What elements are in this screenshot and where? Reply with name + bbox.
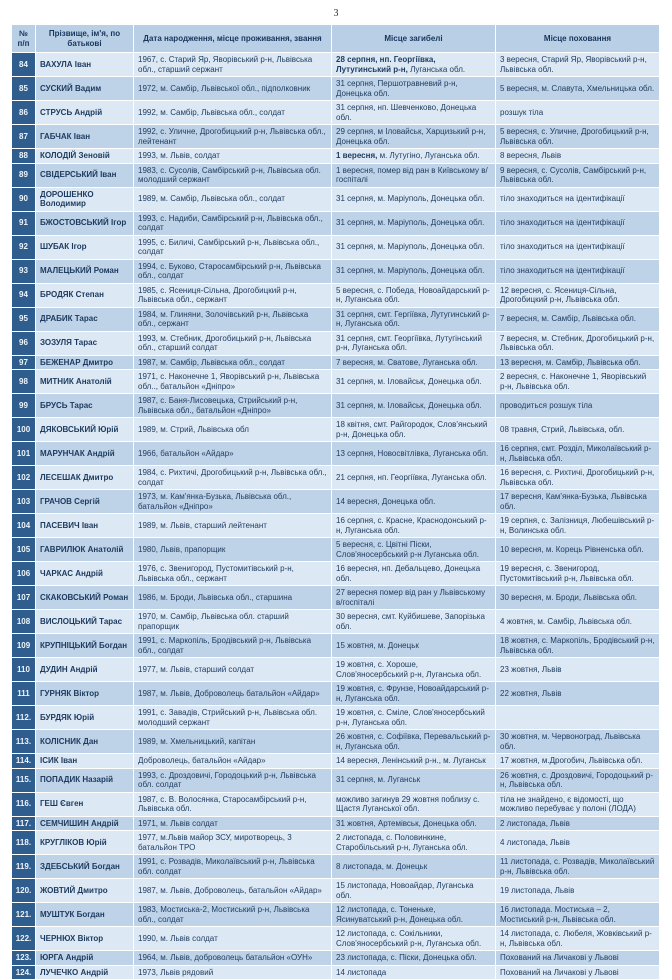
death-place-cell: 2 листопада, с. Половинкине, Старобільський р-н, Луганська обл.	[332, 831, 496, 855]
birth-residence-rank-cell: 1995, с. Биличі, Самбірський р-н, Львівська обл., солдат	[134, 236, 332, 260]
person-name-cell: ЗОЗУЛЯ Тарас	[36, 332, 134, 356]
burial-place-cell: 17 вересня, Кам'янка-Бузька, Львівська обл.	[496, 490, 660, 514]
table-row	[12, 418, 660, 442]
table-row	[12, 706, 660, 730]
person-name-cell: ГАБЧАК Іван	[36, 125, 134, 149]
table-row	[12, 817, 660, 832]
birth-residence-rank-cell: 1989, м. Самбір, Львівська обл., солдат	[134, 188, 332, 212]
burial-place-cell: 7 вересня, м. Стебник, Дрогобицький р-н, Львівська обл.	[496, 332, 660, 356]
burial-place-cell: 8 вересня, Львів	[496, 149, 660, 164]
death-place-cell: 31 серпня, смт. Гергіївка, Лутугинський р-н, Луганська обл.	[332, 308, 496, 332]
person-name-cell: ЛУЧЕЧКО Андрій	[36, 966, 134, 980]
death-place-cell: 31 серпня, Першотравневий р-н, Донецька обл.	[332, 77, 496, 101]
row-number-cell: 87	[12, 125, 36, 149]
death-place-cell: 19 жовтня, с. Хороше, Слов'яносербський р-н, Луганська обл.	[332, 658, 496, 682]
col-header-burial-place: Місце поховання	[496, 24, 660, 53]
birth-residence-rank-cell: 1986, м. Броди, Львівська обл., старшина	[134, 586, 332, 610]
burial-place-cell: 5 вересня, с. Уличне, Дрогобицький р-н, Львівська обл.	[496, 125, 660, 149]
death-place-cell: 1 вересня, м. Лутугіно, Луганська обл.	[332, 149, 496, 164]
person-name-cell: МАЛЕЦЬКИЙ Роман	[36, 260, 134, 284]
birth-residence-rank-cell: 1987, с. В. Волосянка, Старосамбірський р-н, Львівська обл.	[134, 793, 332, 817]
person-name-cell: КРУПНІЦЬКИЙ Богдан	[36, 634, 134, 658]
burial-place-cell: проводиться розшук тіла	[496, 394, 660, 418]
table-row	[12, 236, 660, 260]
person-name-cell: ГЕШ Євген	[36, 793, 134, 817]
birth-residence-rank-cell: 1993, м. Стебник, Дрогобицький р-н, Львівська обл., старший солдат	[134, 332, 332, 356]
death-place-cell: 12 листопада, с. Тоненьке, Ясинуватський р-н, Донецька обл.	[332, 903, 496, 927]
person-name-cell: СЕМЧИШИН Андрій	[36, 817, 134, 832]
row-number-cell: 114.	[12, 754, 36, 769]
row-number-cell: 90	[12, 188, 36, 212]
burial-place-cell: 18 жовтня, с. Маркопіль, Бродівський р-н, Львівська обл.	[496, 634, 660, 658]
death-place-cell: 31 жовтня, Артемівськ, Донецька обл.	[332, 817, 496, 832]
birth-residence-rank-cell: 1983, с. Сусолів, Самбірський р-н, Львівська обл. молодший сержант	[134, 164, 332, 188]
person-name-cell: МУШТУК Богдан	[36, 903, 134, 927]
death-place-cell: 14 вересня, Ленінський р-н., м. Луганськ	[332, 754, 496, 769]
burial-place-cell: Похований на Личакові у Львові	[496, 966, 660, 980]
birth-residence-rank-cell: 1991, с. Розвадів, Миколаївський р-н, Львівська обл. солдат	[134, 855, 332, 879]
death-place-cell: 23 листопада, с. Піски, Донецька обл.	[332, 951, 496, 966]
death-place-cell: можливо загинув 29 жовтня поблизу с. Щастя Луганської обл.	[332, 793, 496, 817]
death-place-cell: 31 серпня, м. Луганськ	[332, 769, 496, 793]
birth-residence-rank-cell: 1990, м. Львів солдат	[134, 927, 332, 951]
table-row	[12, 586, 660, 610]
person-name-cell: ПОПАДИК Назарій	[36, 769, 134, 793]
row-number-cell: 115.	[12, 769, 36, 793]
table-row	[12, 188, 660, 212]
table-row	[12, 562, 660, 586]
person-name-cell: БЕЖЕНАР Дмитро	[36, 356, 134, 371]
birth-residence-rank-cell: 1971, м. Львів солдат	[134, 817, 332, 832]
table-row	[12, 101, 660, 125]
person-name-cell: КОЛІСНИК Дан	[36, 730, 134, 754]
burial-place-cell: 5 вересня, м. Славута, Хмельницька обл.	[496, 77, 660, 101]
table-row	[12, 658, 660, 682]
row-number-cell: 91	[12, 212, 36, 236]
death-place-cell: 26 жовтня, с. Софіївка, Перевальський р-н, Луганська обл.	[332, 730, 496, 754]
birth-residence-rank-cell: 1966, батальйон «Айдар»	[134, 442, 332, 466]
birth-residence-rank-cell: 1976, с. Звенигород, Пустомитівський р-н, Львівська обл., сержант	[134, 562, 332, 586]
person-name-cell: ЛЕСЕШАК Дмитро	[36, 466, 134, 490]
death-place-cell: 31 серпня, м. Маріуполь, Донецька обл.	[332, 212, 496, 236]
table-row	[12, 77, 660, 101]
birth-residence-rank-cell: 1972, м. Самбір, Львівської обл., підполковник	[134, 77, 332, 101]
person-name-cell: ЮРГА Андрій	[36, 951, 134, 966]
death-place-cell: 15 листопада, Новоайдар, Луганська обл.	[332, 879, 496, 903]
row-number-cell: 100	[12, 418, 36, 442]
row-number-cell: 86	[12, 101, 36, 125]
row-number-cell: 95	[12, 308, 36, 332]
table-row	[12, 260, 660, 284]
col-header-name: Прізвище, ім'я, по батькові	[36, 24, 134, 53]
birth-residence-rank-cell: 1984, м. Глиняни, Золочівський р-н, Львівська обл., сержант	[134, 308, 332, 332]
row-number-cell: 120.	[12, 879, 36, 903]
col-header-number: № п/п	[12, 24, 36, 53]
person-name-cell: ПАСЕВИЧ Іван	[36, 514, 134, 538]
burial-place-cell: 7 вересня, м. Самбір, Львівська обл.	[496, 308, 660, 332]
table-row	[12, 466, 660, 490]
person-name-cell: ДРАБИК Тарас	[36, 308, 134, 332]
row-number-cell: 124.	[12, 966, 36, 980]
death-place-cell: 5 вересня, с. Цвітні Піски, Слов'яносербський р-н Луганська обл.	[332, 538, 496, 562]
table-body	[12, 53, 660, 980]
person-name-cell: ВАХУЛА Іван	[36, 53, 134, 77]
row-number-cell: 123.	[12, 951, 36, 966]
birth-residence-rank-cell: 1985, с. Ясениця-Сільна, Дрогобицкий р-н, Львівська обл., сержант	[134, 284, 332, 308]
burial-place-cell: 14 листопада, с. Любеля, Жовківський р-н, Львівська обл.	[496, 927, 660, 951]
burial-place-cell: 30 вересня, м. Броди, Львівська обл.	[496, 586, 660, 610]
death-place-cell: 31 серпня, м. Маріуполь, Донецька обл.	[332, 260, 496, 284]
death-place-cell: 21 серпня, нп. Георгіївка, Луганська обл.	[332, 466, 496, 490]
person-name-cell: СВІДЕРСЬКИЙ Іван	[36, 164, 134, 188]
birth-residence-rank-cell: 1991, с. Маркопіль, Бродівський р-н, Львівська обл., солдат	[134, 634, 332, 658]
death-place-cell: 14 листопада	[332, 966, 496, 980]
death-place-cell: 28 серпня, нп. Георгіївка, Лутугинський р-н, Луганська обл.	[332, 53, 496, 77]
row-number-cell: 112.	[12, 706, 36, 730]
row-number-cell: 119.	[12, 855, 36, 879]
person-name-cell: ДУДИН Андрій	[36, 658, 134, 682]
birth-residence-rank-cell: 1973, м. Кам'янка-Бузька, Львівська обл., батальйон «Дніпро»	[134, 490, 332, 514]
death-place-cell: 14 вересня, Донецька обл.	[332, 490, 496, 514]
row-number-cell: 110	[12, 658, 36, 682]
row-number-cell: 105	[12, 538, 36, 562]
table-row	[12, 370, 660, 394]
burial-place-cell: 4 листопада, Львів	[496, 831, 660, 855]
person-name-cell: КРУГЛІКОВ Юрій	[36, 831, 134, 855]
person-name-cell: КОЛОДІЙ Зеновій	[36, 149, 134, 164]
burial-place-cell: 16 вересня, с. Рихтичі, Дрогобицький р-н, Львівська обл.	[496, 466, 660, 490]
burial-place-cell: 3 вересня, Старий Яр, Яворівський р-н, Львівська обл.	[496, 53, 660, 77]
death-place-cell: 16 серпня, с. Красне, Краснодонський р-н, Луганська обл.	[332, 514, 496, 538]
birth-residence-rank-cell: 1992, с. Уличне, Дрогобицький р-н, Львівська обл., лейтенант	[134, 125, 332, 149]
death-place-cell: 30 вересня, смт. Куйбишеве, Запорізька обл.	[332, 610, 496, 634]
table-row	[12, 793, 660, 817]
table-row	[12, 332, 660, 356]
death-place-cell: 1 вересня, помер від ран в Київському в/госпіталі	[332, 164, 496, 188]
table-row	[12, 164, 660, 188]
burial-place-cell: 4 жовтня, м. Самбір, Львівська обл.	[496, 610, 660, 634]
death-place-cell: 31 серпня, м. Іловайськ, Донецька обл.	[332, 394, 496, 418]
birth-residence-rank-cell: 1980, Львів, прапорщик	[134, 538, 332, 562]
row-number-cell: 102	[12, 466, 36, 490]
row-number-cell: 113.	[12, 730, 36, 754]
birth-residence-rank-cell: 1977, м.Львів майор ЗСУ, миротворець, 3 батальйон ТРО	[134, 831, 332, 855]
burial-place-cell: 17 жовтня, м.Дрогобич, Львівська обл.	[496, 754, 660, 769]
row-number-cell: 117.	[12, 817, 36, 832]
person-name-cell: СКАКОВСЬКИЙ Роман	[36, 586, 134, 610]
person-name-cell: ГРАЧОВ Сергій	[36, 490, 134, 514]
death-place-cell: 31 серпня, нп. Шевченково, Донецька обл.	[332, 101, 496, 125]
burial-place-cell: тіло знаходиться на ідентифікації	[496, 236, 660, 260]
table-row	[12, 125, 660, 149]
burial-place-cell: 16 серпня, смт. Розділ, Миколаївський р-н, Львівська обл.	[496, 442, 660, 466]
person-name-cell: СУСКИЙ Вадим	[36, 77, 134, 101]
burial-place-cell	[496, 706, 660, 730]
row-number-cell: 85	[12, 77, 36, 101]
table-row	[12, 927, 660, 951]
burial-place-cell: 9 вересня, с. Сусолів, Самбірський р-н, Львівська обл.	[496, 164, 660, 188]
row-number-cell: 96	[12, 332, 36, 356]
table-row	[12, 356, 660, 371]
burial-place-cell: 12 вересня, с. Ясениця-Сільна, Дрогобицкий р-н, Львівська обл.	[496, 284, 660, 308]
person-name-cell: ГУРНЯК Віктор	[36, 682, 134, 706]
row-number-cell: 101	[12, 442, 36, 466]
table-row	[12, 831, 660, 855]
birth-residence-rank-cell: 1992, м. Самбір, Львівська обл., солдат	[134, 101, 332, 125]
death-place-cell: 18 квітня, смт. Райгородок, Слов'янський р-н, Донецька обл.	[332, 418, 496, 442]
table-row	[12, 308, 660, 332]
birth-residence-rank-cell: Доброволець, батальйон «Айдар»	[134, 754, 332, 769]
table-row	[12, 490, 660, 514]
person-name-cell: ЧАРКАС Андрій	[36, 562, 134, 586]
row-number-cell: 106	[12, 562, 36, 586]
birth-residence-rank-cell: 1984, с. Рихтичі, Дрогобицький р-н, Львівська обл., солдат	[134, 466, 332, 490]
birth-residence-rank-cell: 1987, м. Самбір, Львівська обл., солдат	[134, 356, 332, 371]
table-row	[12, 53, 660, 77]
burial-place-cell: 13 вересня, м. Самбір, Львівська обл.	[496, 356, 660, 371]
burial-place-cell: тіло знаходиться на ідентифікації	[496, 212, 660, 236]
col-header-death-place: Місце загибелі	[332, 24, 496, 53]
birth-residence-rank-cell: 1989, м. Хмельницький, капітан	[134, 730, 332, 754]
person-name-cell: ШУБАК Ігор	[36, 236, 134, 260]
person-name-cell: ДОРОШЕНКО Володимир	[36, 188, 134, 212]
birth-residence-rank-cell: 1987, м. Львів, Доброволець батальйон «Айдар»	[134, 682, 332, 706]
birth-residence-rank-cell: 1970, м. Самбір, Львівська обл. старший прапорщик	[134, 610, 332, 634]
table-row	[12, 730, 660, 754]
person-name-cell: БРУСЬ Тарас	[36, 394, 134, 418]
row-number-cell: 121.	[12, 903, 36, 927]
table-row	[12, 879, 660, 903]
death-place-cell: 19 жовтня, с. Фрунзе, Новоайдарський р-н, Луганська обл.	[332, 682, 496, 706]
burial-place-cell: 19 серпня, с. Залізниця, Любешівський р-н, Волинська обл.	[496, 514, 660, 538]
casualties-table	[12, 24, 660, 980]
row-number-cell: 107	[12, 586, 36, 610]
death-place-cell: 13 серпня, Новосвітлівка, Луганська обл.	[332, 442, 496, 466]
death-place-cell: 7 вересня, м. Сватове, Луганська обл.	[332, 356, 496, 371]
row-number-cell: 84	[12, 53, 36, 77]
birth-residence-rank-cell: 1994, с. Буково, Старосамбірський р-н, Львівська обл., солдат	[134, 260, 332, 284]
row-number-cell: 93	[12, 260, 36, 284]
table-row	[12, 284, 660, 308]
person-name-cell: ВИСЛОЦЬКИЙ Тарас	[36, 610, 134, 634]
burial-place-cell: тіло знаходиться на ідентифікації	[496, 260, 660, 284]
table-row	[12, 754, 660, 769]
row-number-cell: 99	[12, 394, 36, 418]
row-number-cell: 88	[12, 149, 36, 164]
birth-residence-rank-cell: 1987, с. Баня-Лисовецька, Стрийський р-н, Львівська обл., батальйон «Дніпро»	[134, 394, 332, 418]
person-name-cell: СТРУСЬ Андрій	[36, 101, 134, 125]
death-place-cell: 29 серпня, м Іловайськ, Харцизький р-н, Донецька обл.	[332, 125, 496, 149]
table-row	[12, 855, 660, 879]
row-number-cell: 103	[12, 490, 36, 514]
person-name-cell: ЧЕРНЮХ Віктор	[36, 927, 134, 951]
person-name-cell: ЗДЕБСЬКИЙ Богдан	[36, 855, 134, 879]
burial-place-cell: 26 жовтня, с. Дроздовичі, Городоцький р-н, Львівська обл.	[496, 769, 660, 793]
person-name-cell: МИТНИК Анатолій	[36, 370, 134, 394]
burial-place-cell: 22 жовтня, Львів	[496, 682, 660, 706]
birth-residence-rank-cell: 1973, Львів рядовий	[134, 966, 332, 980]
table-row	[12, 442, 660, 466]
person-name-cell: ГАВРИЛЮК Анатолій	[36, 538, 134, 562]
col-header-birth: Дата народження, місце проживання, звання	[134, 24, 332, 53]
birth-residence-rank-cell: 1987, м. Львів, Доброволець, батальйон «Айдар»	[134, 879, 332, 903]
row-number-cell: 97	[12, 356, 36, 371]
table-row	[12, 903, 660, 927]
row-number-cell: 111	[12, 682, 36, 706]
birth-residence-rank-cell: 1971, с. Наконечне 1, Яворівський р-н, Львівська обл.., батальйон «Дніпро»	[134, 370, 332, 394]
birth-residence-rank-cell: 1991, с. Завадів, Стрийський р-н, Львівська обл. молодший сержант	[134, 706, 332, 730]
death-place-cell: 16 вересня, нп. Дебальцево, Донецька обл.	[332, 562, 496, 586]
death-place-cell: 5 вересня, с. Победа, Новоайдарський р-н, Луганська обл.	[332, 284, 496, 308]
death-place-bold-text: 1 вересня,	[336, 151, 377, 160]
row-number-cell: 89	[12, 164, 36, 188]
burial-place-cell: 2 листопада, Львів	[496, 817, 660, 832]
page-number: 3	[12, 8, 660, 19]
burial-place-cell: 19 вересня, с. Звенигород, Пустомитівський р-н, Львівська обл.	[496, 562, 660, 586]
birth-residence-rank-cell: 1989, м. Львів, старший лейтенант	[134, 514, 332, 538]
burial-place-cell: 10 вересня, м. Корець Рівненська обл.	[496, 538, 660, 562]
burial-place-cell: 11 листопада, с. Розвадів, Миколаївський р-н, Львівська обл.	[496, 855, 660, 879]
burial-place-cell: 2 вересня, с. Наконечне 1, Яворівський р-н, Львівська обл.	[496, 370, 660, 394]
row-number-cell: 118.	[12, 831, 36, 855]
burial-place-cell: розшук тіла	[496, 101, 660, 125]
table-row	[12, 682, 660, 706]
birth-residence-rank-cell: 1977, м. Львів, старший солдат	[134, 658, 332, 682]
row-number-cell: 92	[12, 236, 36, 260]
table-row	[12, 769, 660, 793]
table-row	[12, 212, 660, 236]
burial-place-cell: тіло знаходиться на ідентифікації	[496, 188, 660, 212]
table-row	[12, 966, 660, 980]
person-name-cell: БРОДЯК Степан	[36, 284, 134, 308]
table-row	[12, 149, 660, 164]
death-place-cell: 8 листопада, м. Донецьк	[332, 855, 496, 879]
birth-residence-rank-cell: 1993, с. Надиби, Самбірський р-н, Львівська обл., солдат	[134, 212, 332, 236]
table-row	[12, 394, 660, 418]
birth-residence-rank-cell: 1983, Мостиська-2, Мостиський р-н, Львівська обл., солдат	[134, 903, 332, 927]
death-place-cell: 31 серпня, смт. Георгіївка, Лутугінський р-н, Луганська обл.	[332, 332, 496, 356]
burial-place-cell: 23 жовтня, Львів	[496, 658, 660, 682]
row-number-cell: 109	[12, 634, 36, 658]
death-place-cell: 19 жовтня, с. Сміле, Слов'яносербський р-н, Луганська обл.	[332, 706, 496, 730]
row-number-cell: 108	[12, 610, 36, 634]
person-name-cell: БЖОСТОВСЬКИЙ Ігор	[36, 212, 134, 236]
burial-place-cell: 30 жовтня, м. Червоноград, Львівська обл.	[496, 730, 660, 754]
death-place-cell: 27 вересня помер від ран у Львівському в/госпіталі	[332, 586, 496, 610]
birth-residence-rank-cell: 1964, м. Львів, доброволець батальйон «ОУН»	[134, 951, 332, 966]
death-place-cell: 12 листопада, с. Сокільники, Слов'яносербський р-н, Луганська обл.	[332, 927, 496, 951]
table-header-row	[12, 24, 660, 53]
burial-place-cell: 16 листопада. Мостиська – 2, Мостиський р-н, Львівська обл.	[496, 903, 660, 927]
table-row	[12, 538, 660, 562]
death-place-cell: 31 серпня, м. Маріуполь, Донецька обл.	[332, 188, 496, 212]
burial-place-cell: Похований на Личакові у Львові	[496, 951, 660, 966]
death-place-bold-text: 28 серпня, нп. Георгіївка, Лутугинський р-н,	[336, 55, 436, 74]
birth-residence-rank-cell: 1993, с. Дроздовичі, Городоцький р-н, Львівська обл. солдат	[134, 769, 332, 793]
burial-place-cell: 08 травня, Стрий, Львівська, обл.	[496, 418, 660, 442]
death-place-cell: 31 серпня, м. Маріуполь, Донецька обл.	[332, 236, 496, 260]
row-number-cell: 104	[12, 514, 36, 538]
burial-place-cell: тіла не знайдено, є відомості, що можливо перебуває у полоні (ЛОДА)	[496, 793, 660, 817]
person-name-cell: ЖОВТИЙ Дмитро	[36, 879, 134, 903]
person-name-cell: ДЯКОВСЬКИЙ Юрій	[36, 418, 134, 442]
birth-residence-rank-cell: 1967, с. Старий Яр, Яворівський р-н, Львівська обл., старший сержант	[134, 53, 332, 77]
row-number-cell: 94	[12, 284, 36, 308]
birth-residence-rank-cell: 1993, м. Львів, солдат	[134, 149, 332, 164]
person-name-cell: ІСИК Іван	[36, 754, 134, 769]
row-number-cell: 122.	[12, 927, 36, 951]
table-row	[12, 514, 660, 538]
person-name-cell: МАРУНЧАК Андрій	[36, 442, 134, 466]
row-number-cell: 98	[12, 370, 36, 394]
table-row	[12, 634, 660, 658]
person-name-cell: БУРДЯК Юрій	[36, 706, 134, 730]
table-row	[12, 951, 660, 966]
row-number-cell: 116.	[12, 793, 36, 817]
birth-residence-rank-cell: 1989, м. Стрий, Львівська обл	[134, 418, 332, 442]
table-row	[12, 610, 660, 634]
death-place-cell: 31 серпня, м. Іловайськ, Донецька обл.	[332, 370, 496, 394]
death-place-cell: 15 жовтня, м. Донецьк	[332, 634, 496, 658]
burial-place-cell: 19 листопада, Львів	[496, 879, 660, 903]
